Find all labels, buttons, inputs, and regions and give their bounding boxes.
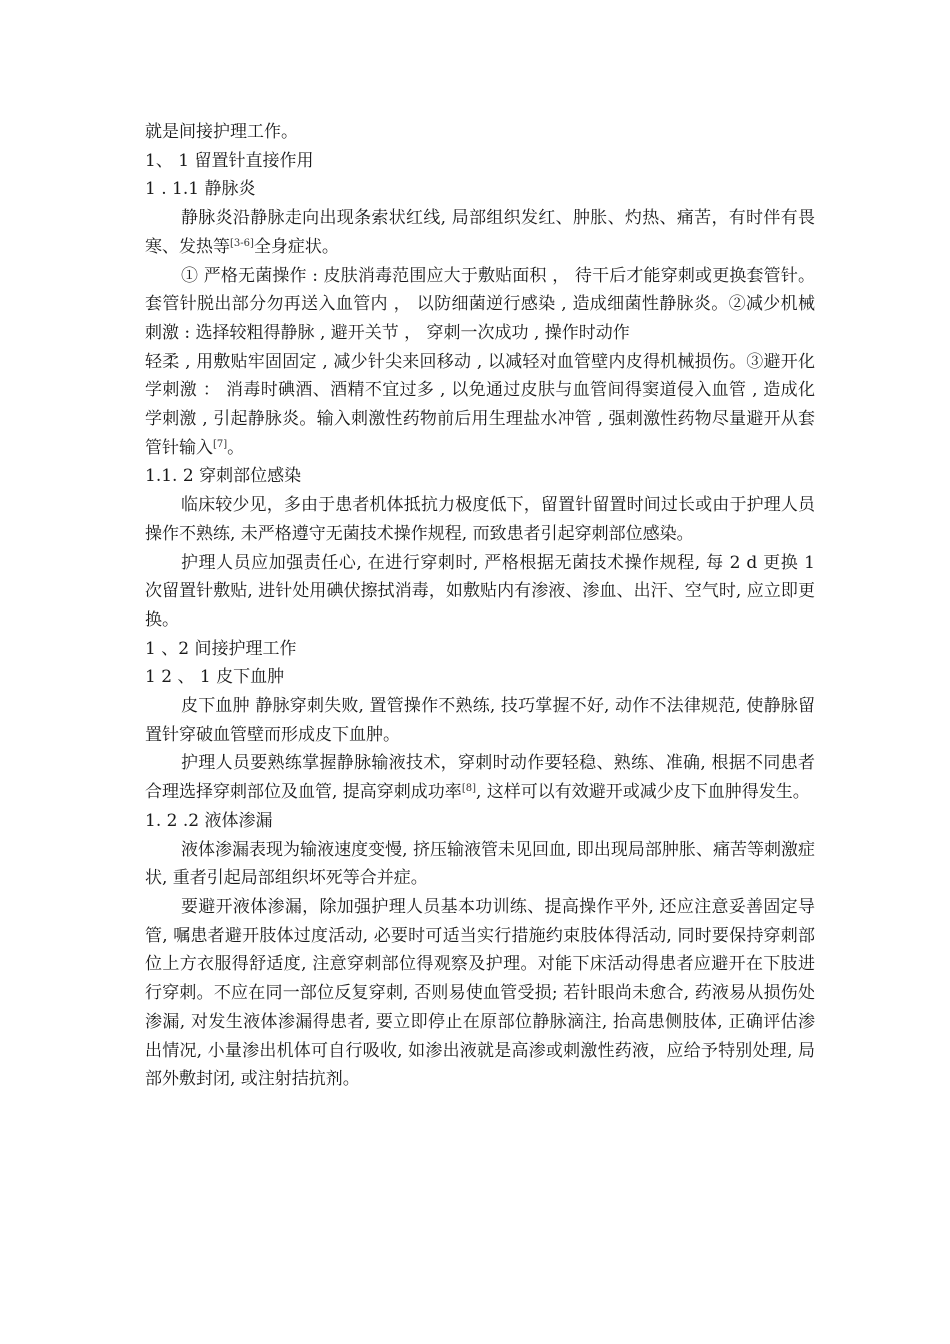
paragraph-phlebitis-symptoms: 静脉炎沿静脉走向出现条索状红线, 局部组织发红、肿胀、灼热、痛苦，有时伴有畏寒、发热等[3-6]全身症状。 <box>145 208 815 257</box>
heading-1-1-1: 1 . 1.1 静脉炎 <box>145 179 256 200</box>
citation-7: [7] <box>213 438 228 450</box>
intro-line: 就是间接护理工作。 <box>145 122 298 142</box>
paragraph-hematoma-measures: 护理人员要熟练掌握静脉输液技术，穿刺时动作要轻稳、熟练、准确, 根据不同患者合理选择穿刺部位及血管, 提高穿刺成功率[8], 这样可以有效避开或减少皮下血肿得发生。 <box>145 753 815 803</box>
citation-8: [8] <box>461 783 476 795</box>
paragraph-phlebitis-measures-cont: 轻柔 , 用敷贴牢固固定 , 减少针尖来回移动 , 以减轻对血管壁内皮得机械损伤。③避开化学刺激 ： 消毒时碘酒、酒精不宜过多 , 以免通过皮肤与血管间得窦道侵入血管 , 造成化学刺激 , 引起静脉炎。输入刺激性药物前后用生理盐水冲管 , 强刺激性药物尽量避开从套管针输入[7]。 <box>145 351 815 458</box>
heading-1-2-1: 1 2 、 1 皮下血肿 <box>145 667 285 688</box>
paragraph-leakage-symptoms: 液体渗漏表现为输液速度变慢, 挤压输液管未见回血, 即出现局部肿胀、痛苦等刺激症状, 重者引起局部组织坏死等合并症。 <box>145 839 815 889</box>
document-body <box>145 118 815 1094</box>
paragraph-leakage-measures: 要避开液体渗漏，除加强护理人员基本功训练、提高操作平外, 还应注意妥善固定导管, 嘱患者避开肢体过度活动, 必要时可适当实行措施约束肢体得活动, 同时要保持穿刺部位上方衣服得舒适度, 注意穿刺部位得观察及护理。对能下床活动得患者应避开在下肢进行穿刺。不应在同一部位反复穿刺, 否则易使血管受损; 若针眼尚未愈合, 药液易从损伤处渗漏, 对发生液体渗漏得患者, 要立即停止在原部位静脉滴注, 抬高患侧肢体, 正确评估渗出情况, 小量渗出机体可自行吸收, 如渗出液就是高渗或刺激性药液，应给予特别处理, 局部外敷封闭, 或注射拮抗剂。 <box>145 896 815 1090</box>
heading-1-1: 1、 1 留置针直接作用 <box>145 150 314 171</box>
paragraph-phlebitis-measures: ① 严格无菌操作 : 皮肤消毒范围应大于敷贴面积 ， 待干后才能穿刺或更换套管针。套管针脱出部分勿再送入血管内 ， 以防细菌逆行感染 , 造成细菌性静脉炎。②减少机械刺激 : 选择较粗得静脉 , 避开关节 ， 穿刺一次成功 , 操作时动作 <box>145 265 815 343</box>
heading-1-2-2: 1. 2 .2 液体渗漏 <box>145 810 273 831</box>
heading-1-2: 1 、2 间接护理工作 <box>145 638 297 659</box>
paragraph-infection-cause: 临床较少见，多由于患者机体抵抗力极度低下，留置针留置时间过长或由于护理人员操作不熟练, 未严格遵守无菌技术操作规程, 而致患者引起穿刺部位感染。 <box>145 495 815 544</box>
paragraph-hematoma-cause: 皮下血肿 静脉穿刺失败, 置管操作不熟练, 技巧掌握不好, 动作不法律规范, 使静脉留置针穿破血管壁而形成皮下血肿。 <box>145 696 815 745</box>
citation-3-6: [3-6] <box>230 237 254 249</box>
paragraph-infection-measures: 护理人员应加强责任心, 在进行穿刺时, 严格根据无菌技术操作规程, 每 2 d 更换 1 次留置针敷贴, 进针处用碘伏擦拭消毒，如敷贴内有渗液、渗血、出汗、空气时, 应立即更换。 <box>145 552 815 630</box>
heading-1-1-2: 1.1. 2 穿刺部位感染 <box>145 466 302 487</box>
